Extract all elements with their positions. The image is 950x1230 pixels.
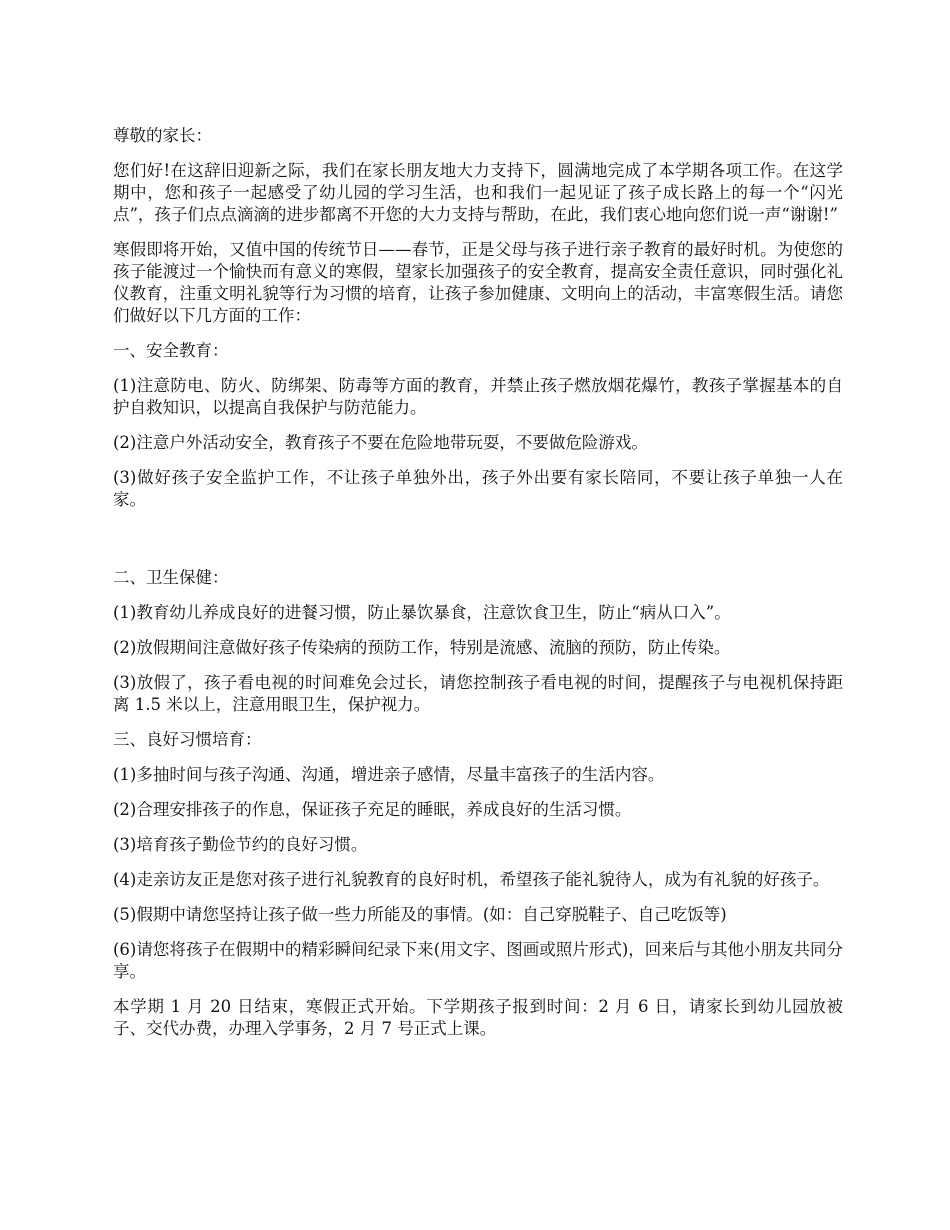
salutation: 尊敬的家长：: [113, 126, 212, 145]
intro-paragraph-1: 您们好!在这辞旧迎新之际，我们在家长朋友地大力支持下，圆满地完成了本学期各项工作。在这学期中，您和孩子一起感受了幼儿园的学习生活，也和我们一起见证了孩子成长路上的每一个“闪光点”，孩子们点点滴滴的进步都离不开您的大力支持与帮助，在此，我们衷心地向您们说一声“谢谢!”: [113, 161, 843, 224]
habits-item-3: (3)培育孩子勤俭节约的良好习惯。: [113, 835, 368, 854]
habits-item-2: (2)合理安排孩子的作息，保证孩子充足的睡眠，养成良好的生活习惯。: [113, 800, 632, 819]
closing-paragraph: 本学期 1 月 20 日结束，寒假正式开始。下学期孩子报到时间：2 月 6 日，请家长到幼儿园放被子、交代办费，办理入学事务，2 月 7 号正式上课。: [113, 997, 843, 1038]
section-heading-habits: 三、良好习惯培育：: [113, 730, 262, 749]
section-heading-health: 二、卫生保健：: [113, 568, 229, 587]
health-item-3: (3)放假了，孩子看电视的时间难免会过长，请您控制孩子看电视的时间，提醒孩子与电视机保持距离 1.5 米以上，注意用眼卫生，保护视力。: [113, 673, 843, 714]
habits-item-5: (5)假期中请您坚持让孩子做一些力所能及的事情。(如：自己穿脱鞋子、自己吃饭等): [113, 905, 727, 924]
intro-paragraph-2: 寒假即将开始，又值中国的传统节日——春节，正是父母与孩子进行亲子教育的最好时机。为使您的孩子能渡过一个愉快而有意义的寒假，望家长加强孩子的安全教育，提高安全责任意识，同时强化礼仪教育，注重文明礼貌等行为习惯的培育，让孩子参加健康、文明向上的活动，丰富寒假生活。请您们做好以下几方面的工作：: [113, 240, 843, 325]
letter-body: [113, 125, 843, 1053]
habits-item-6: (6)请您将孩子在假期中的精彩瞬间纪录下来(用文字、图画或照片形式)，回来后与其他小朋友共同分享。: [113, 940, 843, 981]
health-item-1: (1)教育幼儿养成良好的进餐习惯，防止暴饮暴食，注意饮食卫生，防止“病从口入”。: [113, 603, 731, 622]
safety-item-2: (2)注意户外活动安全，教育孩子不要在危险地带玩耍，不要做危险游戏。: [113, 433, 648, 452]
section-heading-safety: 一、安全教育：: [113, 341, 229, 360]
safety-item-1: (1)注意防电、防火、防绑架、防毒等方面的教育，并禁止孩子燃放烟花爆竹，教孩子掌握基本的自护自救知识，以提高自我保护与防范能力。: [113, 376, 843, 417]
habits-item-4: (4)走亲访友正是您对孩子进行礼貌教育的良好时机，希望孩子能礼貌待人，成为有礼貌的好孩子。: [113, 870, 830, 889]
habits-item-1: (1)多抽时间与孩子沟通、沟通，增进亲子感情，尽量丰富孩子的生活内容。: [113, 765, 665, 784]
safety-item-3: (3)做好孩子安全监护工作，不让孩子单独外出，孩子外出要有家长陪同，不要让孩子单独一人在家。: [113, 468, 843, 509]
health-item-2: (2)放假期间注意做好孩子传染病的预防工作，特别是流感、流脑的预防，防止传染。: [113, 638, 731, 657]
